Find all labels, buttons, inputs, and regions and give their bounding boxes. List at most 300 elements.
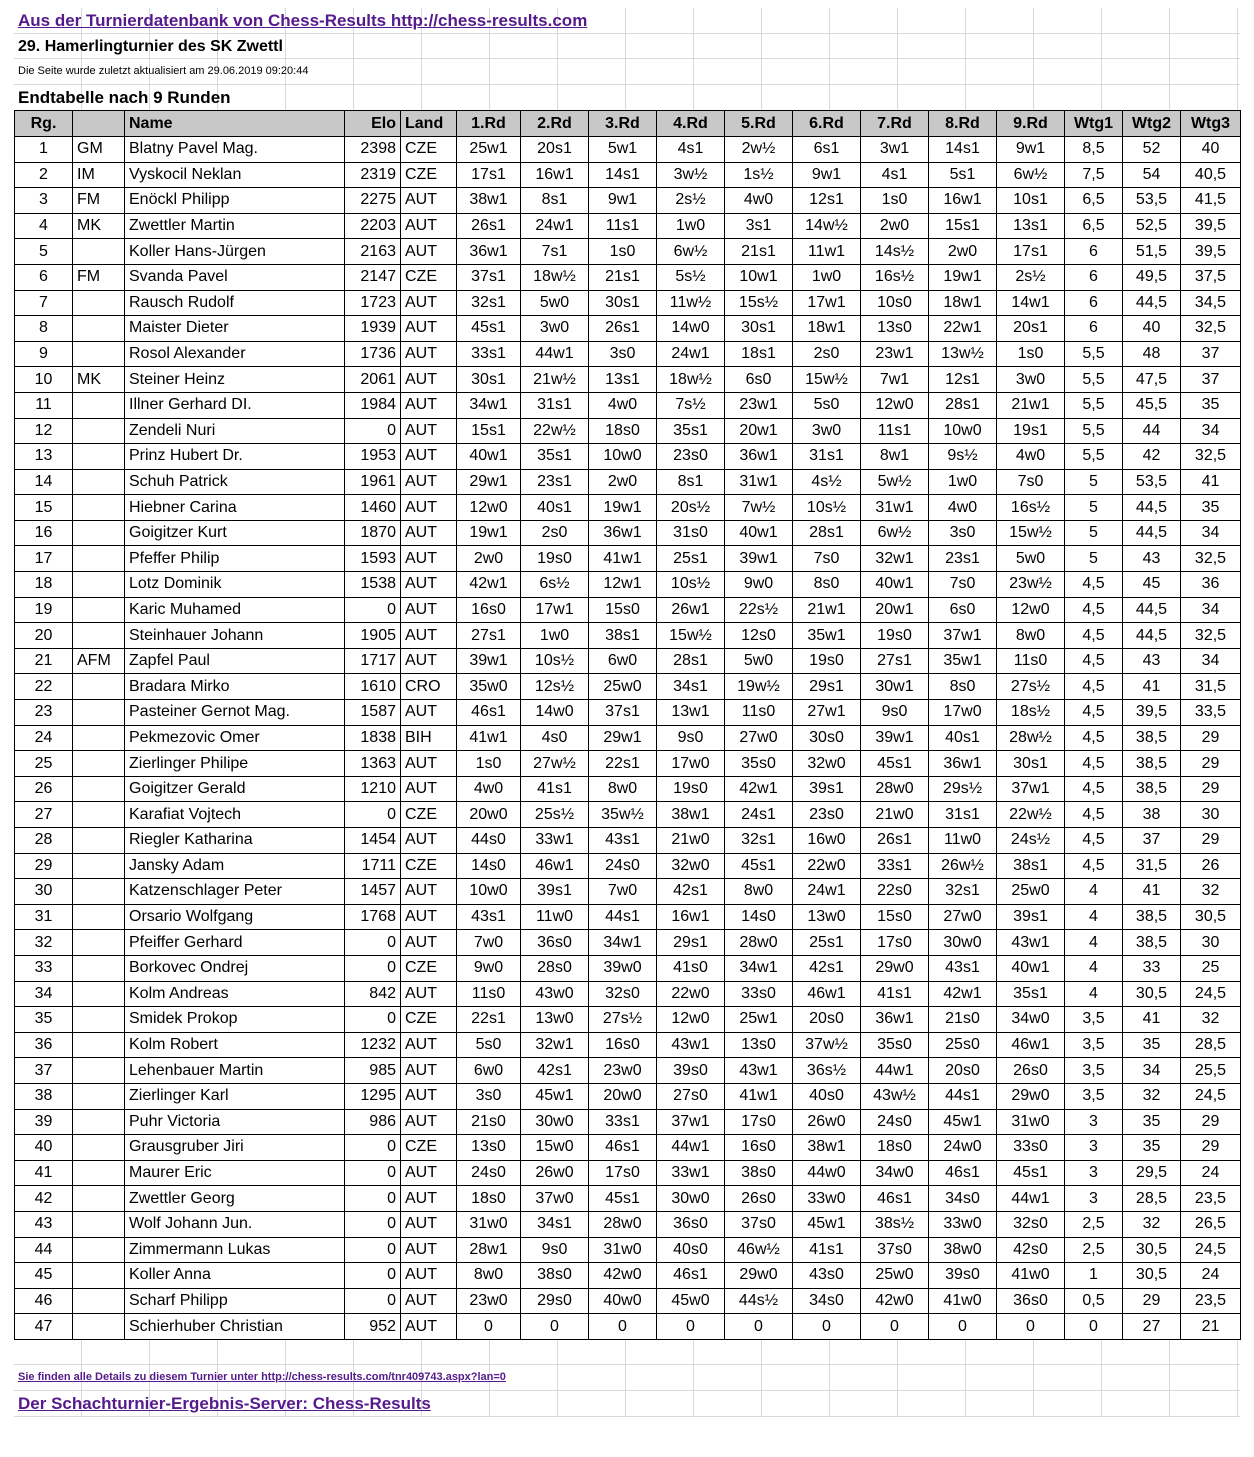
cell-rd1: 27s1 [457,623,521,649]
cell-rd2: 46w1 [521,853,589,879]
cell-rd7: 41s1 [861,981,929,1007]
table-row [15,648,1241,674]
cell-rd7: 11s1 [861,418,929,444]
table-row [15,1007,1241,1033]
table-row [15,776,1241,802]
cell-name: Borkovec Ondrej [125,955,345,981]
cell-elo: 1953 [345,444,401,470]
cell-title [73,572,125,598]
cell-wtg3: 23,5 [1181,1288,1241,1314]
cell-elo: 0 [345,1135,401,1161]
cell-wtg1: 4,5 [1065,572,1123,598]
cell-rd8: 13w½ [929,341,997,367]
table-row [15,495,1241,521]
cell-rd9: 25w0 [997,879,1065,905]
cell-rd6: 16w0 [793,828,861,854]
cell-wtg1: 5,5 [1065,341,1123,367]
cell-rd8: 43s1 [929,955,997,981]
cell-wtg3: 32,5 [1181,623,1241,649]
cell-rd8: 6s0 [929,597,997,623]
spacer-row [14,1340,1240,1366]
cell-rd7: 12w0 [861,392,929,418]
cell-name: Blatny Pavel Mag. [125,136,345,162]
cell-title: MK [73,213,125,239]
cell-title [73,725,125,751]
cell-rank: 15 [15,495,73,521]
cell-name: Steiner Heinz [125,367,345,393]
cell-name: Hiebner Carina [125,495,345,521]
cell-rd9: 44w1 [997,1186,1065,1212]
cell-rd7: 35s0 [861,1032,929,1058]
cell-name: Karic Muhamed [125,597,345,623]
cell-rd3: 21s1 [589,264,657,290]
cell-rank: 16 [15,520,73,546]
cell-rd6: 28s1 [793,520,861,546]
cell-rd9: 45s1 [997,1160,1065,1186]
cell-rd8: 35w1 [929,648,997,674]
cell-rd8: 8s0 [929,674,997,700]
column-header-rank: Rg. [15,111,73,137]
cell-rd5: 21s1 [725,239,793,265]
cell-rd8: 3s0 [929,520,997,546]
cell-rd3: 25w0 [589,674,657,700]
table-row [15,981,1241,1007]
cell-rd7: 26s1 [861,828,929,854]
source-link[interactable]: Aus der Turnierdatenbank von Chess-Results http://chess-results.com [18,11,588,30]
cell-wtg2: 41 [1123,1007,1181,1033]
cell-title [73,700,125,726]
cell-rd3: 30s1 [589,290,657,316]
cell-wtg2: 44,5 [1123,495,1181,521]
cell-rd9: 24s½ [997,828,1065,854]
cell-rd3: 10w0 [589,444,657,470]
cell-rd1: 19w1 [457,520,521,546]
cell-country: AUT [401,648,457,674]
cell-rd1: 4w0 [457,776,521,802]
cell-rd2: 8s1 [521,188,589,214]
cell-wtg1: 5 [1065,546,1123,572]
cell-rd6: 18w1 [793,316,861,342]
cell-title [73,930,125,956]
cell-rd2: 9s0 [521,1237,589,1263]
cell-rd2: 45w1 [521,1083,589,1109]
cell-wtg1: 4,5 [1065,674,1123,700]
cell-rd3: 40w0 [589,1288,657,1314]
cell-rd9: 22w½ [997,802,1065,828]
cell-name: Pfeffer Philip [125,546,345,572]
cell-rd4: 9s0 [657,725,725,751]
cell-rd4: 26w1 [657,597,725,623]
cell-rd2: 40s1 [521,495,589,521]
cell-rd3: 18s0 [589,418,657,444]
cell-rd2: 27w½ [521,751,589,777]
cell-elo: 0 [345,418,401,444]
cell-wtg3: 34 [1181,520,1241,546]
cell-rd2: 38s0 [521,1263,589,1289]
cell-wtg2: 45 [1123,572,1181,598]
cell-rank: 38 [15,1083,73,1109]
cell-rd7: 16s½ [861,264,929,290]
cell-elo: 842 [345,981,401,1007]
cell-title [73,1083,125,1109]
table-row [15,264,1241,290]
cell-rank: 29 [15,853,73,879]
cell-rd1: 18s0 [457,1186,521,1212]
cell-rd1: 7w0 [457,930,521,956]
cell-rd3: 7w0 [589,879,657,905]
cell-wtg2: 28,5 [1123,1186,1181,1212]
cell-elo: 0 [345,802,401,828]
cell-rd1: 5s0 [457,1032,521,1058]
cell-wtg3: 29 [1181,751,1241,777]
cell-rd7: 1s0 [861,188,929,214]
cell-rd2: 29s0 [521,1288,589,1314]
cell-title [73,341,125,367]
cell-rd6: 17w1 [793,290,861,316]
cell-rd4: 20s½ [657,495,725,521]
cell-wtg3: 36 [1181,572,1241,598]
cell-name: Puhr Victoria [125,1109,345,1135]
cell-rd5: 43w1 [725,1058,793,1084]
cell-rd3: 35w½ [589,802,657,828]
cell-elo: 1610 [345,674,401,700]
cell-rd7: 45s1 [861,751,929,777]
cell-rd1: 16s0 [457,597,521,623]
cell-rd8: 37w1 [929,623,997,649]
cell-rd7: 25w0 [861,1263,929,1289]
cell-rd9: 34w0 [997,1007,1065,1033]
cell-rd5: 9w0 [725,572,793,598]
cell-rd5: 7w½ [725,495,793,521]
cell-elo: 2061 [345,367,401,393]
cell-name: Lehenbauer Martin [125,1058,345,1084]
cell-rd2: 34s1 [521,1211,589,1237]
cell-rd7: 24s0 [861,1109,929,1135]
cell-elo: 985 [345,1058,401,1084]
cell-rd1: 22s1 [457,1007,521,1033]
cell-rank: 35 [15,1007,73,1033]
table-row [15,392,1241,418]
cell-wtg3: 37 [1181,367,1241,393]
cell-rd6: 9w1 [793,162,861,188]
cell-rd4: 46s1 [657,1263,725,1289]
cell-wtg1: 0 [1065,1314,1123,1340]
cell-country: AUT [401,930,457,956]
cell-rd1: 21s0 [457,1109,521,1135]
cell-rd1: 1s0 [457,751,521,777]
cell-rd1: 11s0 [457,981,521,1007]
cell-elo: 0 [345,1007,401,1033]
cell-rd3: 33s1 [589,1109,657,1135]
cell-rd4: 1w0 [657,213,725,239]
cell-name: Kolm Robert [125,1032,345,1058]
cell-rd6: 13w0 [793,904,861,930]
cell-rd3: 5w1 [589,136,657,162]
table-row [15,469,1241,495]
cell-rank: 37 [15,1058,73,1084]
cell-rd5: 29w0 [725,1263,793,1289]
cell-wtg1: 4,5 [1065,828,1123,854]
cell-rd8: 12s1 [929,367,997,393]
column-header-rd8: 8.Rd [929,111,997,137]
cell-name: Svanda Pavel [125,264,345,290]
cell-rd8: 17w0 [929,700,997,726]
cell-rank: 41 [15,1160,73,1186]
cell-rd1: 30s1 [457,367,521,393]
cell-rd2: 35s1 [521,444,589,470]
cell-rd4: 27s0 [657,1083,725,1109]
cell-wtg3: 29 [1181,1109,1241,1135]
cell-name: Riegler Katharina [125,828,345,854]
cell-rd2: 10s½ [521,648,589,674]
cell-elo: 1961 [345,469,401,495]
cell-rd5: 0 [725,1314,793,1340]
cell-wtg2: 31,5 [1123,853,1181,879]
cell-rd3: 16s0 [589,1032,657,1058]
cell-rd8: 18w1 [929,290,997,316]
cell-country: AUT [401,1211,457,1237]
cell-rd6: 4s½ [793,469,861,495]
cell-title [73,1032,125,1058]
cell-rd7: 22s0 [861,879,929,905]
cell-wtg1: 4,5 [1065,700,1123,726]
cell-name: Goigitzer Kurt [125,520,345,546]
cell-rd1: 23w0 [457,1288,521,1314]
cell-name: Katzenschlager Peter [125,879,345,905]
cell-rd1: 29w1 [457,469,521,495]
cell-rd1: 39w1 [457,648,521,674]
cell-title [73,290,125,316]
cell-wtg2: 38,5 [1123,725,1181,751]
cell-title [73,751,125,777]
cell-rd5: 42w1 [725,776,793,802]
cell-wtg2: 54 [1123,162,1181,188]
cell-rd8: 28s1 [929,392,997,418]
tournament-title: 29. Hamerlingturnier des SK Zwettl [14,34,1240,60]
cell-rd3: 17s0 [589,1160,657,1186]
cell-rd5: 4w0 [725,188,793,214]
cell-rd6: 31s1 [793,444,861,470]
cell-title [73,879,125,905]
cell-wtg3: 24 [1181,1263,1241,1289]
cell-rank: 33 [15,955,73,981]
cell-rd5: 24s1 [725,802,793,828]
cell-rd3: 0 [589,1314,657,1340]
column-header-name: Name [125,111,345,137]
cell-wtg3: 24,5 [1181,981,1241,1007]
cell-rd3: 9w1 [589,188,657,214]
cell-elo: 1838 [345,725,401,751]
cell-elo: 1736 [345,341,401,367]
column-header-rd6: 6.Rd [793,111,861,137]
cell-rd3: 31w0 [589,1237,657,1263]
cell-rank: 10 [15,367,73,393]
cell-wtg3: 34 [1181,597,1241,623]
cell-wtg3: 39,5 [1181,239,1241,265]
cell-country: AUT [401,239,457,265]
cell-wtg3: 24,5 [1181,1237,1241,1263]
cell-elo: 986 [345,1109,401,1135]
cell-elo: 1984 [345,392,401,418]
cell-rd1: 40w1 [457,444,521,470]
cell-rd4: 43w1 [657,1032,725,1058]
cell-elo: 1457 [345,879,401,905]
cell-rd8: 16w1 [929,188,997,214]
table-row [15,751,1241,777]
cell-rd3: 41w1 [589,546,657,572]
cell-rank: 18 [15,572,73,598]
cell-wtg1: 3,5 [1065,1083,1123,1109]
cell-elo: 1538 [345,572,401,598]
cell-rd7: 14s½ [861,239,929,265]
cell-rd3: 19w1 [589,495,657,521]
cell-rd2: 15w0 [521,1135,589,1161]
cell-wtg2: 30,5 [1123,1263,1181,1289]
cell-rd1: 10w0 [457,879,521,905]
cell-rd2: 5w0 [521,290,589,316]
cell-rd5: 45s1 [725,853,793,879]
cell-elo: 2275 [345,188,401,214]
table-row [15,520,1241,546]
cell-wtg1: 1 [1065,1263,1123,1289]
cell-rd4: 35s1 [657,418,725,444]
cell-title [73,316,125,342]
cell-country: AUT [401,1083,457,1109]
column-header-rd1: 1.Rd [457,111,521,137]
cell-rd6: 24w1 [793,879,861,905]
cell-country: AUT [401,1314,457,1340]
cell-rd4: 17w0 [657,751,725,777]
cell-rd6: 42s1 [793,955,861,981]
cell-rank: 4 [15,213,73,239]
cell-rd3: 1s0 [589,239,657,265]
cell-rd9: 36s0 [997,1288,1065,1314]
cell-wtg2: 32 [1123,1083,1181,1109]
cell-rd8: 30w0 [929,930,997,956]
cell-rd1: 0 [457,1314,521,1340]
cell-country: AUT [401,572,457,598]
cell-rd6: 10s½ [793,495,861,521]
cell-rd5: 40w1 [725,520,793,546]
cell-rd8: 31s1 [929,802,997,828]
cell-rd9: 43w1 [997,930,1065,956]
cell-wtg1: 8,5 [1065,136,1123,162]
cell-rd8: 9s½ [929,444,997,470]
cell-rd5: 12s0 [725,623,793,649]
cell-rd9: 9w1 [997,136,1065,162]
cell-rd5: 1s½ [725,162,793,188]
cell-rd9: 16s½ [997,495,1065,521]
cell-elo: 1723 [345,290,401,316]
cell-rd6: 7s0 [793,546,861,572]
column-header-rd5: 5.Rd [725,111,793,137]
cell-rd4: 6w½ [657,239,725,265]
cell-name: Prinz Hubert Dr. [125,444,345,470]
cell-rd5: 28w0 [725,930,793,956]
cell-rd8: 21s0 [929,1007,997,1033]
cell-rd9: 5w0 [997,546,1065,572]
cell-name: Koller Hans-Jürgen [125,239,345,265]
cell-rd8: 25s0 [929,1032,997,1058]
cell-rd6: 0 [793,1314,861,1340]
cell-rd2: 20s1 [521,136,589,162]
column-header-rd3: 3.Rd [589,111,657,137]
cell-rd9: 6w½ [997,162,1065,188]
cell-title [73,776,125,802]
cell-wtg2: 38,5 [1123,930,1181,956]
cell-rd4: 23s0 [657,444,725,470]
table-row [15,674,1241,700]
cell-wtg1: 5 [1065,469,1123,495]
table-row [15,316,1241,342]
cell-country: AUT [401,367,457,393]
table-row [15,1032,1241,1058]
cell-wtg3: 29 [1181,828,1241,854]
cell-country: BIH [401,725,457,751]
cell-name: Pasteiner Gernot Mag. [125,700,345,726]
cell-title [73,853,125,879]
cell-rank: 22 [15,674,73,700]
cell-rd5: 20w1 [725,418,793,444]
cell-rd3: 3s0 [589,341,657,367]
table-row [15,1083,1241,1109]
cell-rd4: 41s0 [657,955,725,981]
cell-title [73,469,125,495]
cell-rd8: 32s1 [929,879,997,905]
cell-rd8: 23s1 [929,546,997,572]
cell-elo: 0 [345,1211,401,1237]
cell-name: Koller Anna [125,1263,345,1289]
cell-rank: 9 [15,341,73,367]
cell-wtg1: 4 [1065,930,1123,956]
column-header-rd9: 9.Rd [997,111,1065,137]
cell-rd6: 43s0 [793,1263,861,1289]
column-header-wtg3: Wtg3 [1181,111,1241,137]
table-row [15,955,1241,981]
cell-wtg3: 41 [1181,469,1241,495]
cell-elo: 0 [345,597,401,623]
cell-wtg1: 4 [1065,955,1123,981]
cell-rank: 17 [15,546,73,572]
cell-rd7: 36w1 [861,1007,929,1033]
cell-rd4: 10s½ [657,572,725,598]
cell-wtg1: 2,5 [1065,1237,1123,1263]
cell-rd7: 46s1 [861,1186,929,1212]
details-link[interactable]: Sie finden alle Details zu diesem Turnier unter http://chess-results.com/tnr409743.aspx?lan=0 [18,1371,506,1384]
cell-rd8: 29s½ [929,776,997,802]
cell-wtg1: 4 [1065,904,1123,930]
column-header-country: Land [401,111,457,137]
cell-rank: 44 [15,1237,73,1263]
cell-country: AUT [401,1160,457,1186]
cell-rd7: 39w1 [861,725,929,751]
cell-rd4: 16w1 [657,904,725,930]
cell-rd5: 16s0 [725,1135,793,1161]
cell-country: CZE [401,853,457,879]
cell-title [73,623,125,649]
cell-rd3: 4w0 [589,392,657,418]
cell-rd8: 44s1 [929,1083,997,1109]
server-link[interactable]: Der Schachturnier-Ergebnis-Server: Chess-Results [18,1394,431,1414]
cell-rd9: 35s1 [997,981,1065,1007]
table-row [15,904,1241,930]
cell-title [73,597,125,623]
cell-rd7: 42w0 [861,1288,929,1314]
cell-name: Pfeiffer Gerhard [125,930,345,956]
column-header-rd4: 4.Rd [657,111,725,137]
cell-name: Rosol Alexander [125,341,345,367]
cell-wtg3: 25 [1181,955,1241,981]
